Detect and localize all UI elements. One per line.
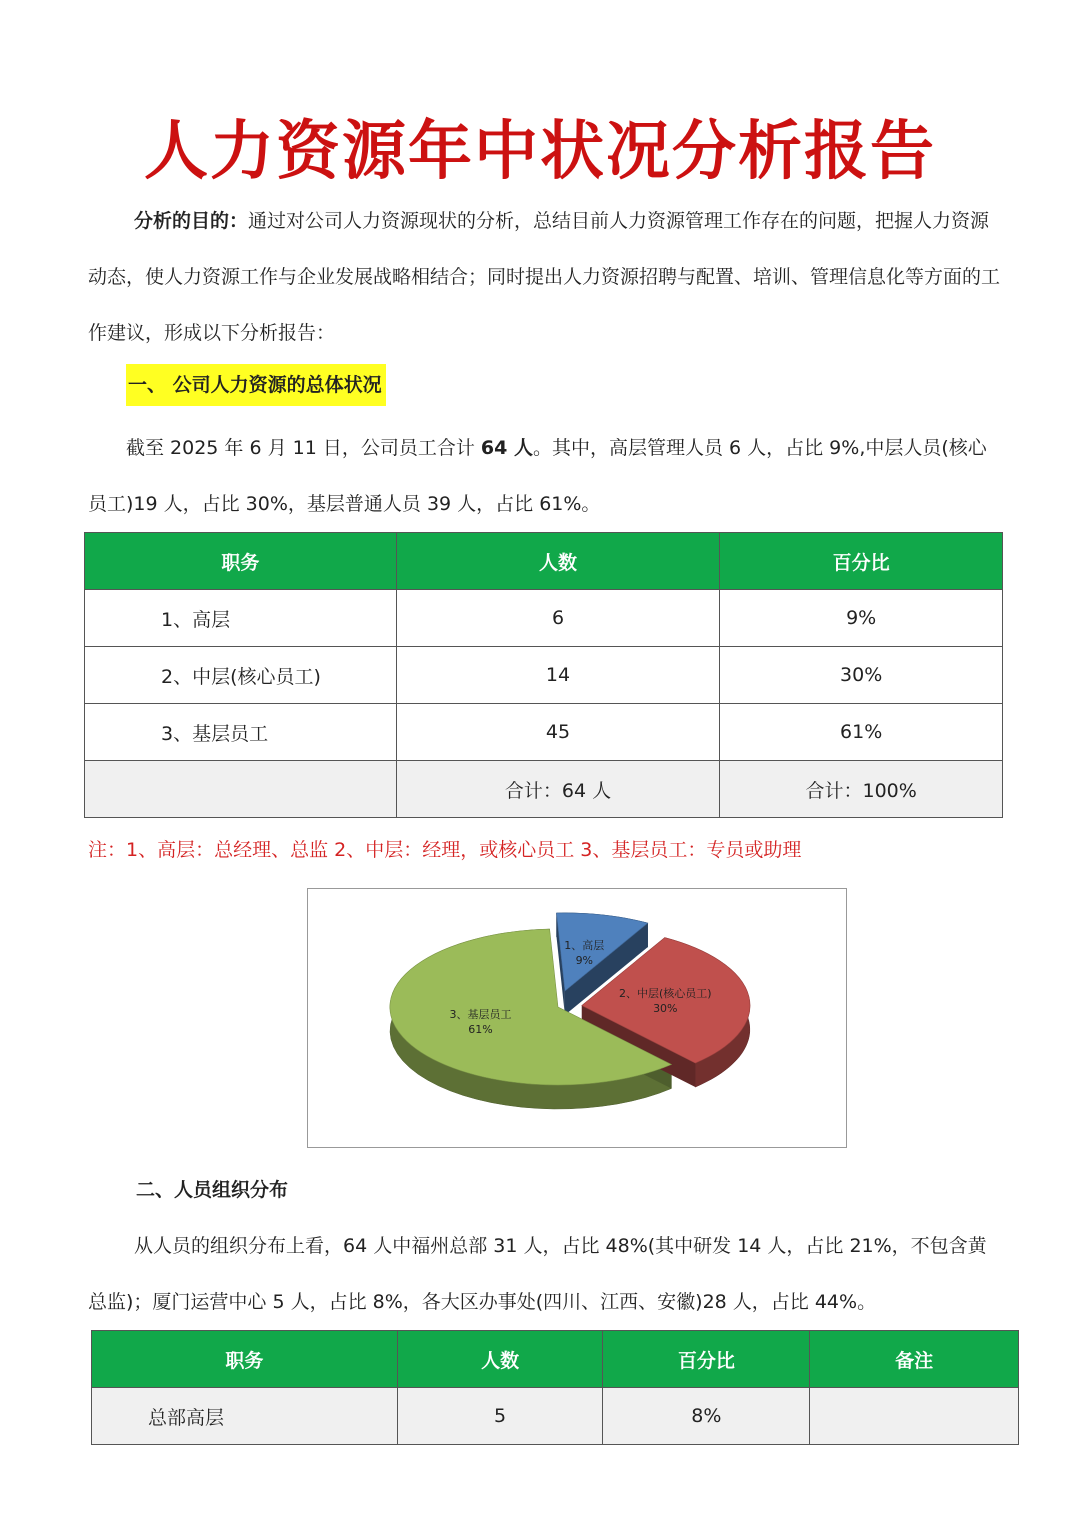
pie-chart-frame	[307, 888, 847, 1148]
table-cell: 14	[396, 647, 720, 704]
table-cell: 61%	[720, 704, 1003, 761]
table-header: 百分比	[603, 1331, 810, 1388]
pie-slice-percent: 9%	[575, 954, 594, 967]
table-header: 人数	[396, 533, 720, 590]
table-header: 职务	[85, 533, 397, 590]
section1-text-before: 截至 2025 年 6 月 11 日，公司员工合计	[126, 437, 481, 459]
intro-lead: 分析的目的：	[134, 210, 249, 232]
pie-slice-label: 3、基层员工	[449, 1008, 512, 1021]
table-cell: 1、高层	[85, 590, 397, 647]
pie-slice-label: 2、中层(核心员工)	[619, 987, 712, 1001]
table-header-row	[85, 533, 1003, 590]
table-row	[92, 1388, 1019, 1445]
total-count-cell: 合计：64 人	[396, 761, 720, 818]
table-cell	[810, 1388, 1019, 1445]
table-row	[85, 704, 1003, 761]
intro-paragraph	[88, 193, 1003, 361]
table-cell: 9%	[720, 590, 1003, 647]
pie-slice-percent: 61%	[468, 1023, 493, 1036]
table-row	[85, 647, 1003, 704]
table-cell: 30%	[720, 647, 1003, 704]
section2-heading: 二、人员组织分布	[136, 1179, 289, 1201]
table-header: 职务	[92, 1331, 398, 1388]
pie-slice-label: 1、高层	[564, 939, 605, 952]
intro-text: 通过对公司人力资源现状的分析，总结目前人力资源管理工作存在的问题，把握人力资源动态，使人力资源工作与企业发展战略相结合；同时提出人力资源招聘与配置、培训、管理信息化等方面的工作建议，形成以下分析报告：	[88, 210, 1001, 344]
table-note: 注：1、高层：总经理、总监 2、中层：经理，或核心员工 3、基层员工：专员或助理	[88, 839, 802, 861]
table-total-row	[85, 761, 1003, 818]
table-header: 人数	[397, 1331, 603, 1388]
section1-total-bold: 64 人	[480, 437, 533, 459]
table-cell: 45	[396, 704, 720, 761]
page-title: 人力资源年中状况分析报告	[144, 115, 936, 189]
table-cell: 8%	[603, 1388, 810, 1445]
section1-paragraph	[88, 420, 1003, 532]
table-cell: 5	[397, 1388, 603, 1445]
table-header: 备注	[810, 1331, 1019, 1388]
pie-chart	[308, 889, 846, 1147]
table-cell: 2、中层(核心员工)	[85, 647, 397, 704]
table-header-row	[92, 1331, 1019, 1388]
pie-slice-percent: 30%	[653, 1002, 678, 1016]
org-distribution-table	[91, 1330, 1019, 1445]
table-header: 百分比	[720, 533, 1003, 590]
table-cell	[85, 761, 397, 818]
total-percent-cell: 合计：100%	[720, 761, 1003, 818]
table-cell: 6	[396, 590, 720, 647]
section2-text: 从人员的组织分布上看，64 人中福州总部 31 人，占比 48%(其中研发 14 人，占比 21%，不包含黄总监)；厦门运营中心 5 人，占比 8%，各大区办事处(四川、江西、安徽)28 人，占比 44%。	[88, 1235, 987, 1313]
section2-paragraph	[88, 1218, 1003, 1330]
table-cell: 总部高层	[92, 1388, 398, 1445]
section1-heading: 一、 公司人力资源的总体状况	[126, 364, 386, 406]
table-row	[85, 590, 1003, 647]
section1-text-after: 。其中，高层管理人员 6 人，占比 9%,中层人员(核心员工)19 人，占比 30%，基层普通人员 39 人，占比 61%。	[88, 437, 987, 515]
table-cell: 3、基层员工	[85, 704, 397, 761]
staff-level-table	[84, 532, 1003, 818]
